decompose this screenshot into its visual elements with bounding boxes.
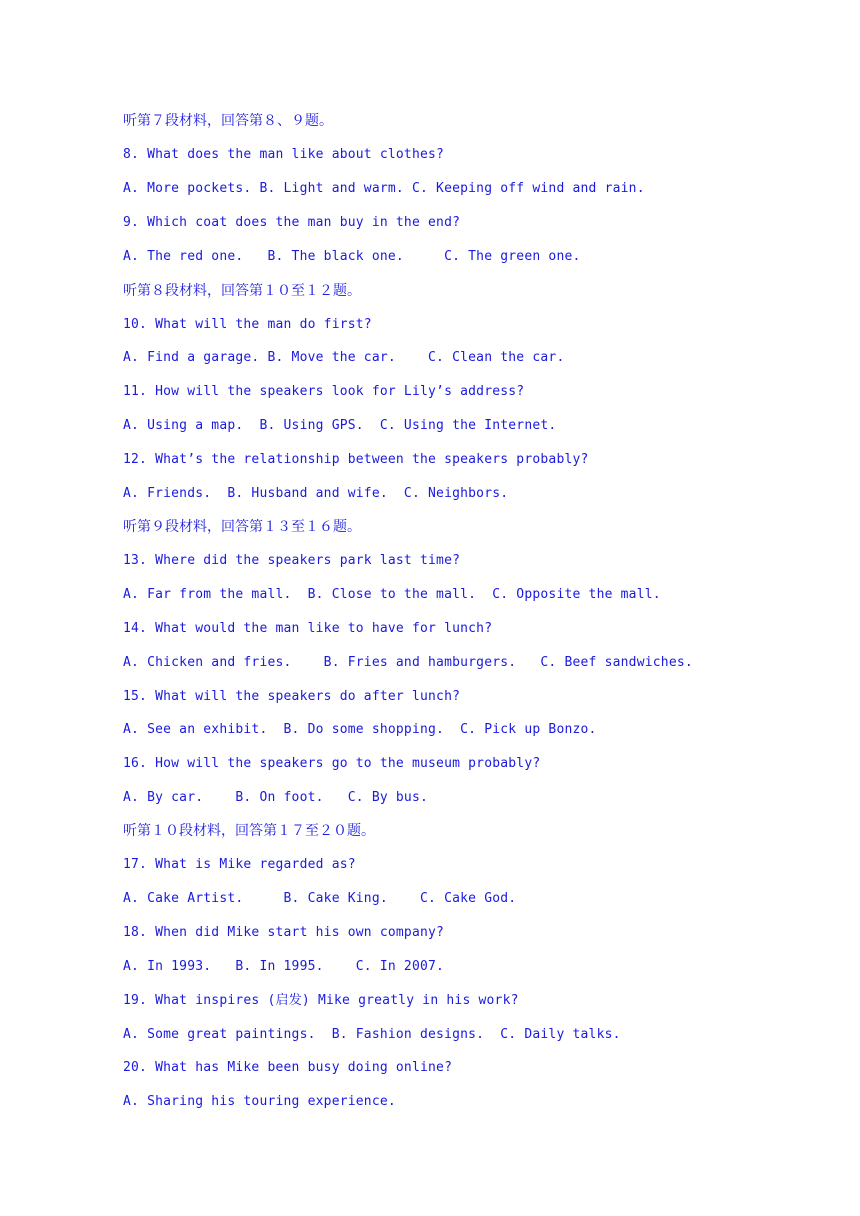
question-19: 19. What inspires (启发) Mike greatly in his work? (123, 993, 519, 1008)
options-17: A. Cake Artist. B. Cake King. C. Cake God. (123, 891, 517, 906)
options-18: A. In 1993. B. In 1995. C. In 2007. (123, 959, 445, 974)
question-9: 9. Which coat does the man buy in the end? (123, 215, 461, 230)
section-heading-10: 听第１０段材料，回答第１７至２０题。 (123, 823, 375, 839)
question-17: 17. What is Mike regarded as? (123, 857, 356, 872)
question-18: 18. When did Mike start his own company? (123, 925, 445, 940)
question-15: 15. What will the speakers do after lunch? (123, 689, 461, 704)
question-16: 16. How will the speakers go to the museum probably? (123, 756, 541, 771)
options-13: A. Far from the mall. B. Close to the mall. C. Opposite the mall. (123, 587, 661, 602)
options-12: A. Friends. B. Husband and wife. C. Neighbors. (123, 486, 509, 501)
options-9: A. The red one. B. The black one. C. The green one. (123, 249, 581, 264)
question-8: 8. What does the man like about clothes? (123, 147, 445, 162)
question-13: 13. Where did the speakers park last time? (123, 553, 461, 568)
question-10: 10. What will the man do first? (123, 317, 372, 332)
section-heading-9: 听第９段材料，回答第１３至１６题。 (123, 519, 361, 535)
section-heading-7: 听第７段材料，回答第８、９题。 (123, 113, 333, 129)
options-16: A. By car. B. On foot. C. By bus. (123, 790, 429, 805)
options-19: A. Some great paintings. B. Fashion designs. C. Daily talks. (123, 1027, 621, 1042)
options-20: A. Sharing his touring experience. (123, 1094, 396, 1109)
options-11: A. Using a map. B. Using GPS. C. Using the Internet. (123, 418, 557, 433)
options-8: A. More pockets. B. Light and warm. C. Keeping off wind and rain. (123, 181, 645, 196)
question-20: 20. What has Mike been busy doing online? (123, 1060, 453, 1075)
options-10: A. Find a garage. B. Move the car. C. Clean the car. (123, 350, 565, 365)
options-15: A. See an exhibit. B. Do some shopping. C. Pick up Bonzo. (123, 722, 597, 737)
options-14: A. Chicken and fries. B. Fries and hamburgers. C. Beef sandwiches. (123, 655, 693, 670)
question-12: 12. What’s the relationship between the speakers probably? (123, 452, 589, 467)
question-14: 14. What would the man like to have for lunch? (123, 621, 493, 636)
question-11: 11. How will the speakers look for Lily’s address? (123, 384, 525, 399)
section-heading-8: 听第８段材料，回答第１０至１２题。 (123, 283, 361, 299)
